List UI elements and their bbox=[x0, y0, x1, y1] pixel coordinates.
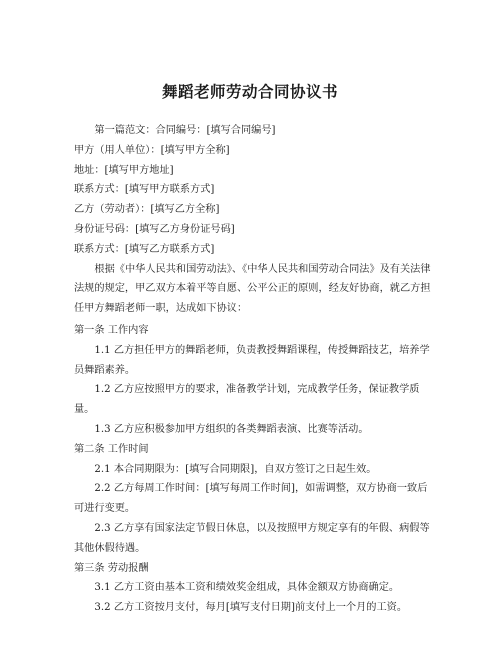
party-a-name-line: 甲方（用人单位）：[填写甲方全称] bbox=[74, 144, 230, 156]
section-heading-work-time: 第二条 工作时间 bbox=[74, 443, 149, 455]
section-heading-remuneration: 第三条 劳动报酬 bbox=[74, 562, 149, 574]
clause-1-3: 1.3 乙方应积极参加甲方组织的各类舞蹈表演、比赛等活动。 bbox=[94, 423, 369, 435]
party-b-contact-line: 联系方式：[填写乙方联系方式] bbox=[74, 243, 215, 255]
clause-2-2: 2.2 乙方每周工作时间：[填写每周工作时间]，如需调整，双方协商一致后可进行变更。 bbox=[74, 483, 428, 515]
clause-2-3: 2.3 乙方享有国家法定节假日休息，以及按照甲方规定享有的年假、病假等其他休假待遇。 bbox=[74, 522, 430, 554]
clause-2-1: 2.1 本合同期限为：[填写合同期限]，自双方签订之日起生效。 bbox=[94, 463, 377, 475]
section-heading-work-content: 第一条 工作内容 bbox=[74, 324, 149, 336]
party-a-contact-line: 联系方式：[填写甲方联系方式] bbox=[74, 184, 215, 196]
party-a-address-line: 地址：[填写甲方地址] bbox=[74, 164, 174, 176]
party-b-id-line: 身份证号码：[填写乙方身份证号码] bbox=[74, 223, 235, 235]
clause-1-2: 1.2 乙方应按照甲方的要求，准备教学计划，完成教学任务，保证教学质量。 bbox=[74, 384, 420, 416]
clause-3-2: 3.2 乙方工资按月支付，每月[填写支付日期]前支付上一个月的工资。 bbox=[94, 602, 408, 614]
clause-1-1: 1.1 乙方担任甲方的舞蹈老师，负责教授舞蹈课程，传授舞蹈技艺，培养学员舞蹈素养。 bbox=[74, 344, 430, 376]
clause-3-1: 3.1 乙方工资由基本工资和绩效奖金组成，具体金额双方协商确定。 bbox=[94, 582, 400, 594]
document-body bbox=[74, 121, 434, 618]
party-b-name-line: 乙方（劳动者）：[填写乙方全称] bbox=[74, 204, 220, 216]
contract-number-line: 第一篇范文：合同编号：[填写合同编号] bbox=[94, 125, 276, 136]
intro-paragraph: 根据《中华人民共和国劳动法》、《中华人民共和国劳动合同法》及有关法律法规的规定，甲乙双方本着平等自愿、公平公正的原则，经友好协商，就乙方担任甲方舞蹈老师一职，达成如下协议： bbox=[74, 263, 431, 315]
document-title: 舞蹈老师劳动合同协议书 bbox=[161, 82, 338, 101]
